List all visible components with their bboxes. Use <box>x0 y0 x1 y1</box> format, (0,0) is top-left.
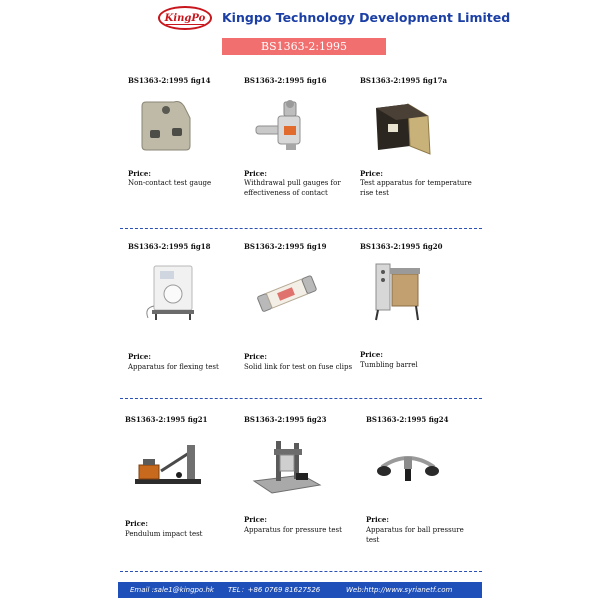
product-title: BS1363-2:1995 fig19 <box>244 242 327 251</box>
product-card-fig20 <box>360 242 510 392</box>
section-divider <box>120 398 482 399</box>
price-label: Price: <box>128 169 151 178</box>
flat-plug-gauge-image <box>134 96 206 156</box>
product-title: BS1363-2:1995 fig16 <box>244 76 327 85</box>
pull-gauge-image <box>250 96 322 156</box>
product-description: Apparatus for ball pressure test <box>366 526 464 544</box>
page-header <box>0 4 600 32</box>
product-card-fig17a <box>360 76 510 226</box>
price-label: Price: <box>360 350 383 359</box>
price-label: Price: <box>244 169 267 178</box>
fuse-link-image <box>250 262 322 322</box>
footer-web[interactable]: Web:http://www.syrianetf.com <box>346 586 453 594</box>
product-description: Test apparatus for temperature rise test <box>360 179 472 197</box>
product-description: Solid link for test on fuse clips <box>244 363 353 371</box>
footer-email[interactable]: Email :sale1@kingpo.hk <box>130 586 214 594</box>
product-description: Pendulum impact test <box>125 530 203 538</box>
ball-pressure-image <box>372 435 444 495</box>
price-label: Price: <box>125 519 148 528</box>
price-label: Price: <box>244 515 267 524</box>
kingpo-logo <box>158 6 212 30</box>
pendulum-impact-image <box>131 435 203 495</box>
product-card-fig24 <box>366 415 516 565</box>
product-title: BS1363-2:1995 fig23 <box>244 415 327 424</box>
product-description: Withdrawal pull gauges for effectiveness of contact <box>244 179 341 197</box>
footer-tel: TEL：+86 0769 81627526 <box>228 586 321 594</box>
product-description: Apparatus for flexing test <box>128 363 219 371</box>
section-divider <box>120 228 482 229</box>
standard-banner: BS1363-2:1995 <box>222 38 386 55</box>
product-title: BS1363-2:1995 fig14 <box>128 76 211 85</box>
flexing-machine-image <box>134 262 206 322</box>
price-label: Price: <box>128 352 151 361</box>
temperature-box-image <box>366 96 438 156</box>
product-title: BS1363-2:1995 fig24 <box>366 415 449 424</box>
contact-footer <box>118 582 482 598</box>
tumbling-barrel-image <box>366 262 438 322</box>
price-label: Price: <box>244 352 267 361</box>
product-title: BS1363-2:1995 fig17a <box>360 76 447 85</box>
product-description: Apparatus for pressure test <box>244 526 342 534</box>
product-title: BS1363-2:1995 fig20 <box>360 242 443 251</box>
pressure-apparatus-image <box>250 435 322 495</box>
logo-text: KingPo <box>164 12 206 24</box>
product-description: Tumbling barrel <box>360 361 418 369</box>
product-title: BS1363-2:1995 fig18 <box>128 242 211 251</box>
company-name: Kingpo Technology Development Limited <box>222 10 511 25</box>
price-label: Price: <box>366 515 389 524</box>
product-description: Non-contact test gauge <box>128 179 212 187</box>
product-title: BS1363-2:1995 fig21 <box>125 415 208 424</box>
price-label: Price: <box>360 169 383 178</box>
section-divider <box>120 571 482 572</box>
